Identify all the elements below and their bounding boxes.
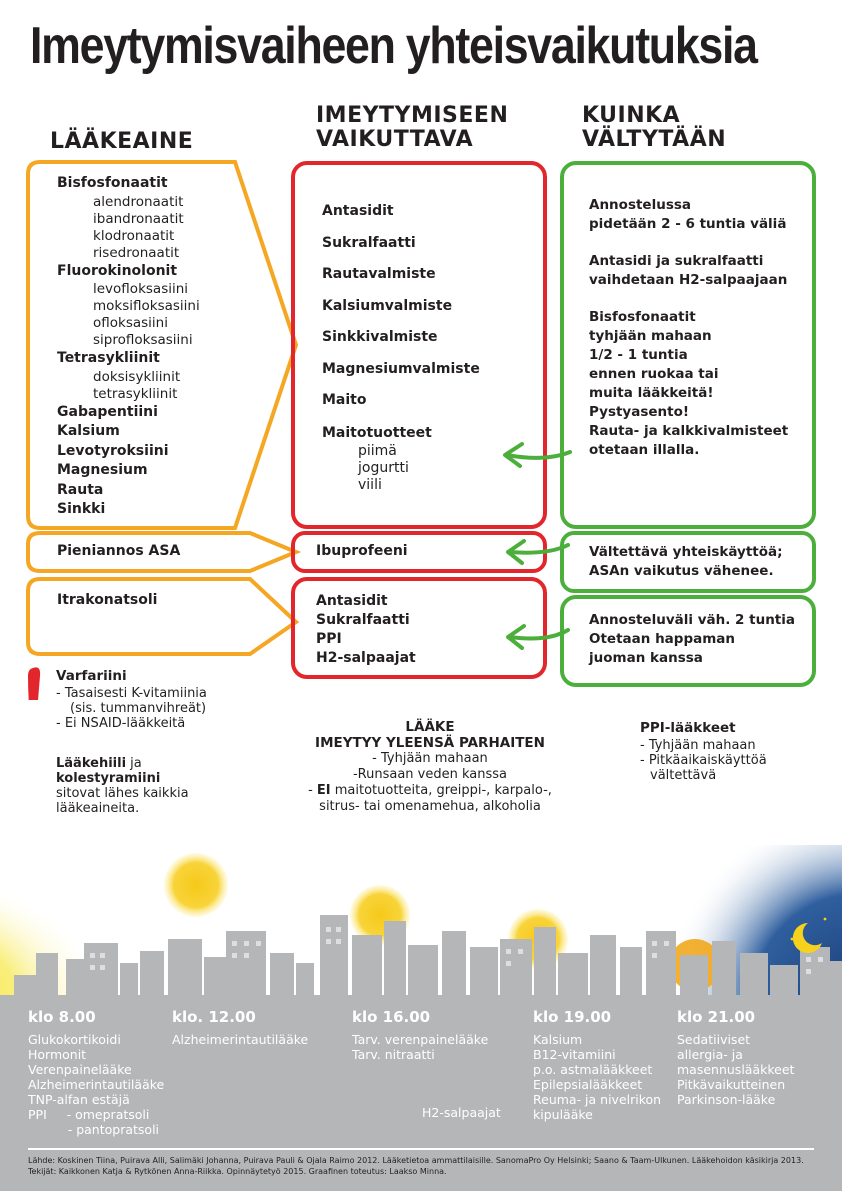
itra-advice-line: juoman kanssa [589,650,703,666]
avoidance-line: Antasidi ja sukralfaatti [589,253,764,269]
h2-salpaajat-label: H2-salpaajat [422,1105,501,1120]
avoidance-line: otetaan illalla. [589,442,700,458]
schedule-item: Alzheimerintautilääke [172,1032,309,1047]
drug-group: Magnesium [57,462,148,478]
drug-item: moksifloksasiini [93,298,200,314]
ppi-block: PPI-lääkkeet - Tyhjään mahaan - Pitkäaikaiskäyttöä vältettävä [640,720,767,783]
column-header-imeytymiseen: IMEYTYMISEEN VAIKUTTAVA [316,103,509,152]
schedule-item: masennuslääkkeet [677,1062,795,1077]
avoidance-line: ennen ruokaa tai [589,366,719,382]
avoidance-line: vaihdetaan H2-salpaajaan [589,272,788,288]
schedule-item: p.o. astmalääkkeet [533,1062,653,1077]
drug-item: alendronaatit [93,193,184,210]
laakeaine-list [57,174,200,520]
schedule-item: PPI - omepratsoli [28,1107,150,1122]
schedule-item: Epilepsialääkkeet [533,1077,643,1092]
absorption-affecting-item: Rautavalmiste [322,266,436,282]
absorption-affecting-item: Magnesiumvalmiste [322,360,480,377]
itra-interaction-item: H2-salpaajat [316,650,416,666]
orange-box-itrakonatsoli [28,579,296,654]
schedule-time: klo 21.00 [677,1008,756,1026]
schedule-item: Alzheimerintautilääke [28,1077,165,1092]
ibuprofeeni-label: Ibuprofeeni [316,543,408,559]
schedule-item: B12-vitamiini [533,1047,616,1062]
page-title: Imeytymisvaiheen yhteisvaikutuksia [30,17,757,75]
avoidance-line: 1/2 - 1 tuntia [589,347,688,363]
schedule-item: kipulääke [533,1107,593,1122]
laakehiili-block: Lääkehiili ja kolestyramiini sitovat lähes kaikkia lääkeaineita. [56,756,189,816]
drug-item: siprofloksasiini [93,332,193,348]
kuinka-valtytaan-text [589,196,788,460]
green-arrow-3 [508,626,568,648]
absorption-affecting-item: Sinkkivalmiste [322,329,438,345]
schedule-time: klo 8.00 [28,1008,96,1026]
drug-item: risedronaatit [93,244,180,261]
drug-item: levofloksasiini [93,281,189,297]
schedule-item: Sedatiiviset [677,1032,751,1047]
asa-advice: Vältettävä yhteiskäyttöä; ASAn vaikutus vähenee. [589,544,783,579]
drug-item: tetrasykliinit [93,385,178,402]
dairy-item: viili [358,476,382,493]
drug-group: Bisfosfonaatit [57,175,168,191]
drug-group: Fluorokinolonit [57,262,178,279]
ellipse-text: LÄÄKE IMEYTYY YLEENSÄ PARHAITEN - Tyhjään mahaan -Runsaan veden kanssa - EI maitotuotteita, greippi-, karpalo-, sitrus- tai omenamehua, alkoholia [308,719,552,814]
schedule-item: Pitkävaikutteinen [677,1077,786,1092]
green-arrow-2 [508,541,568,563]
varfariini-block: Varfariini - Tasaisesti K-vitamiinia (sis. tummanvihreät) - Ei NSAID-lääkkeitä [56,668,207,731]
dairy-item: jogurtti [358,459,409,476]
avoidance-line: Annostelussa [589,197,692,213]
avoidance-line: tyhjään mahaan [589,328,712,344]
schedule-item: Hormonit [28,1047,87,1062]
schedule-column-2100 [677,1008,794,1107]
avoidance-line: Bisfosfonaatit [589,309,696,325]
dairy-item: piimä [358,442,397,459]
schedule-item: allergia- ja [677,1047,743,1062]
schedule-item: Reuma- ja nivelrikon [533,1092,662,1107]
schedule-item: Verenpainelääke [28,1062,132,1077]
drug-group: Gabapentiini [57,403,158,420]
avoidance-line [589,234,788,252]
drug-item: doksisykliinit [93,368,181,385]
column-header-laakeaine: LÄÄKEAINE [50,129,194,154]
itra-interaction-item: Sukralfaatti [316,612,410,628]
itrakonatsoli-interactions [316,592,416,668]
avoidance-line: Rauta- ja kalkkivalmisteet [589,423,789,439]
exclamation-icon [28,667,40,700]
schedule-item: Kalsium [533,1032,583,1047]
drug-group: Tetrasykliinit [57,350,160,366]
absorption-affecting-item: Maito [322,392,367,408]
absorption-affecting-item: Maitotuotteet [322,424,432,441]
schedule-item: Parkinson-lääke [677,1092,776,1107]
drug-item: ibandronaatit [93,210,184,227]
itra-advice-line: Otetaan happaman [589,631,736,647]
schedule-column-1600 [352,1008,488,1062]
imeytymiseen-list [322,196,480,494]
schedule-time: klo 19.00 [533,1008,612,1026]
schedule-column-0800 [28,1008,164,1137]
schedule-column-1200 [172,1008,308,1047]
schedule-item: - pantopratsoli [28,1122,160,1137]
itra-interaction-item: Antasidit [316,593,388,609]
avoidance-line: pidetään 2 - 6 tuntia väliä [589,216,787,232]
absorption-affecting-item: Kalsiumvalmiste [322,297,453,314]
schedule-time: klo 16.00 [352,1008,431,1026]
avoidance-line: muita lääkkeitä! [589,385,714,401]
schedule-column-1900 [533,1008,661,1122]
schedule-item: Tarv. nitraatti [352,1047,435,1062]
avoidance-line: Pystyasento! [589,404,690,420]
drug-group: Kalsium [57,423,120,439]
schedule-item: Glukokortikoidi [28,1032,121,1047]
drug-group: Sinkki [57,501,106,517]
absorption-affecting-item: Antasidit [322,203,394,219]
itra-interaction-item: PPI [316,631,342,647]
absorption-affecting-item: Sukralfaatti [322,234,416,251]
drug-group: Rauta [57,481,104,498]
schedule-item: Tarv. verenpainelääke [352,1032,489,1047]
asa-label: Pieniannos ASA [57,543,181,559]
drug-group: Levotyroksiini [57,442,169,459]
drug-item: ofloksasiini [93,315,168,331]
source-footer: Lähde: Koskinen Tiina, Puiravа Alli, Salimäki Johanna, Puirava Pauli & Ojala Raimo 2012. Lääketietoa ammattilaisille. SanomaPro Oy Helsinki; Saano & Taam-Ulkunen. Lääkehoidon käsikirja 2013. Tekijät: Kaikkonen Katja & Rytkönen Anna-Riikka. Opinnäytetyö 2015. Graafinen toteutus: Laakso Minna. [28,1156,804,1176]
schedule-item: TNP-alfan estäjä [28,1092,130,1107]
column-header-kuinka: KUINKA VÄLTYTÄÄN [582,103,727,152]
avoidance-line [589,290,788,308]
itra-advice-line: Annosteluväli väh. 2 tuntia [589,612,796,628]
sun-icon [164,853,228,917]
itrakonatsoli-label: Itrakonatsoli [57,592,158,608]
itrakonatsoli-advice [589,611,795,668]
schedule-time: klo. 12.00 [172,1008,256,1026]
drug-item: klodronaatit [93,227,175,244]
